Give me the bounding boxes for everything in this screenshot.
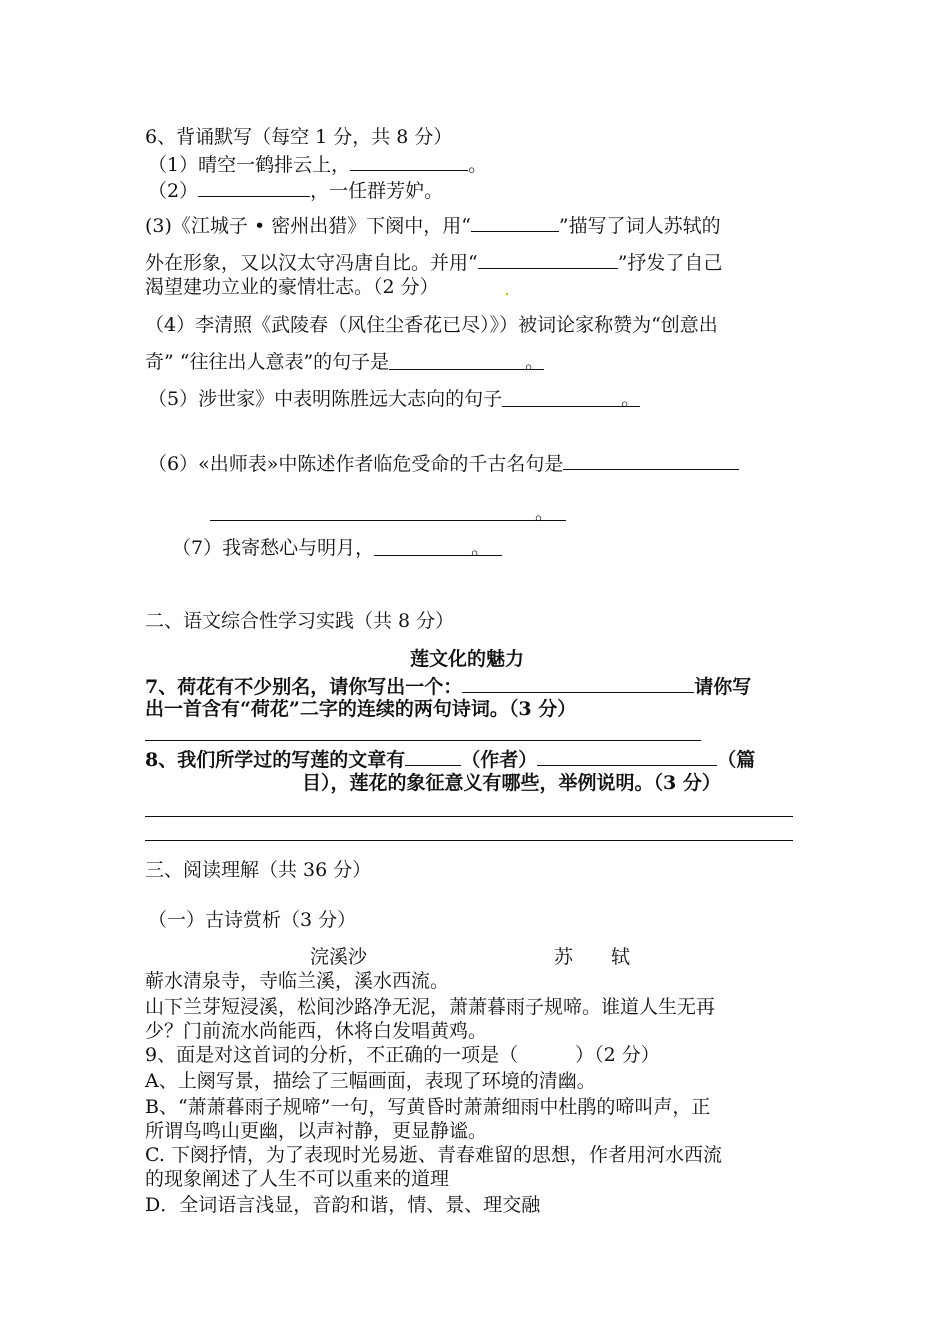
q7-text-end: 请你写 [694, 676, 752, 698]
section-2-title: 莲文化的魅力 [410, 648, 525, 670]
q8-author-label: （作者） [461, 749, 538, 771]
q6-item-1-end: 。 [468, 154, 488, 176]
q6-item-3-line-1 [145, 215, 721, 236]
q7-text: 7、荷花有不少别名，请你写出一个： [145, 676, 463, 698]
answer-blank[interactable] [537, 749, 717, 766]
poem-title: 浣溪沙 [310, 946, 368, 968]
answer-blank[interactable] [471, 215, 559, 232]
poem-line: 山下兰芽短浸溪，松间沙路净无泥，萧萧暮雨子规啼。谁道人生无再 [145, 996, 716, 1018]
q6-item-3-text: (3)《江城子 • 密州出猎》下阕中，用“ [145, 215, 471, 237]
q6-item-5-end: 。 [621, 388, 641, 410]
q6-item-6 [148, 453, 739, 474]
q6-item-4-end: 。 [525, 351, 545, 373]
answer-blank[interactable] [462, 676, 694, 693]
q6-item-1 [148, 154, 487, 175]
q6-item-4-line-2 [145, 353, 544, 372]
answer-blank[interactable] [389, 351, 545, 373]
q6-item-6-end: 。 [534, 502, 554, 524]
answer-blank[interactable] [502, 388, 641, 410]
poem-line: 蕲水清泉寺，寺临兰溪，溪水西流。 [145, 970, 450, 992]
section-2-header: 二、语文综合性学习实践（共 8 分） [145, 610, 455, 632]
q6-item-7-text: （7）我寄愁心与明月， [172, 537, 375, 559]
q8-line-1 [145, 749, 755, 770]
q6-item-2-num: （2） [148, 180, 199, 202]
poem-line: 少？门前流水尚能西，休将白发唱黄鸡。 [145, 1020, 488, 1042]
q9-option-c-line-1: C. 下阕抒情，为了表现时光易逝、青春难留的思想，作者用河水西流 [145, 1144, 722, 1166]
answer-blank[interactable] [478, 252, 618, 269]
q9-option-b-line-2: 所谓鸟鸣山更幽，以声衬静，更显静谧。 [145, 1120, 488, 1142]
q8-text: 8、我们所学过的写莲的文章有 [145, 749, 406, 771]
answer-line[interactable] [145, 840, 793, 841]
q6-item-5-text: （5）涉世家》中表明陈胜远大志向的句子 [148, 388, 503, 410]
poem-author: 苏 轼 [554, 946, 631, 968]
q6-item-6-text: （6）«出师表»中陈述作者临危受命的千古名句是 [148, 453, 564, 475]
q9-option-b-line-1: B、“萧萧暮雨子规啼”一句，写黄昏时萧萧细雨中杜鹃的啼叫声，正 [145, 1096, 711, 1118]
answer-blank[interactable] [405, 749, 461, 766]
subsection-1-header: （一）古诗赏析（3 分） [148, 909, 357, 931]
answer-blank[interactable] [374, 537, 502, 559]
section-3-header: 三、阅读理解（共 36 分） [145, 859, 372, 881]
q6-header: 6、背诵默写（每空 1 分，共 8 分） [145, 126, 453, 148]
q9-option-d: D．全词语言浅显，音韵和谐，情、景、理交融 [145, 1194, 541, 1216]
q9-option-a: A、上阕写景，描绘了三幅画面，表现了环境的清幽。 [145, 1070, 596, 1092]
q7-line-1 [145, 676, 751, 697]
q8-line-2: 目），莲花的象征意义有哪些，举例说明。（3 分） [302, 772, 721, 794]
q6-item-3-line-3: 渴望建功立业的豪情壮志。（2 分） [145, 276, 439, 298]
stray-dot [506, 293, 508, 295]
q7-line-2: 出一首含有“荷花”二字的连续的两句诗词。（3 分） [145, 698, 577, 720]
q6-item-4-text: 奇” “往往出人意表”的句子是 [145, 351, 390, 373]
q6-item-7-end: 。 [471, 537, 491, 559]
q6-item-1-text: （1）晴空一鹤排云上， [148, 154, 351, 176]
q6-item-4-line-1: （4）李清照《武陵春（风住尘香花已尽）》）被词论家称赞为“创意出 [145, 314, 718, 336]
q6-item-3-text-2-end: ”抒发了自己 [617, 252, 723, 274]
q8-text-end: （篇 [717, 749, 756, 771]
q6-item-3-text-end: ”描写了词人苏轼的 [558, 215, 721, 237]
q6-item-7 [172, 539, 502, 558]
q6-item-3-text-2: 外在形象，又以汉太守冯唐自比。并用“ [145, 252, 478, 274]
q9-stem: 9、面是对这首词的分析，不正确的一项是（ ）（2 分） [145, 1044, 660, 1066]
q6-item-5 [148, 390, 640, 409]
answer-blank[interactable] [350, 154, 468, 171]
q9-option-c-line-2: 的现象阐述了人生不可以重来的道理 [145, 1168, 450, 1190]
answer-blank[interactable] [198, 180, 310, 197]
answer-blank[interactable] [563, 453, 739, 470]
q6-item-6-line-2 [210, 504, 566, 523]
q6-item-2 [148, 180, 443, 201]
answer-line[interactable] [145, 740, 701, 741]
q6-item-3-line-2 [145, 252, 722, 273]
answer-blank[interactable] [210, 502, 566, 524]
q6-item-2-text: ，一任群芳妒。 [310, 180, 444, 202]
answer-line[interactable] [145, 816, 793, 817]
